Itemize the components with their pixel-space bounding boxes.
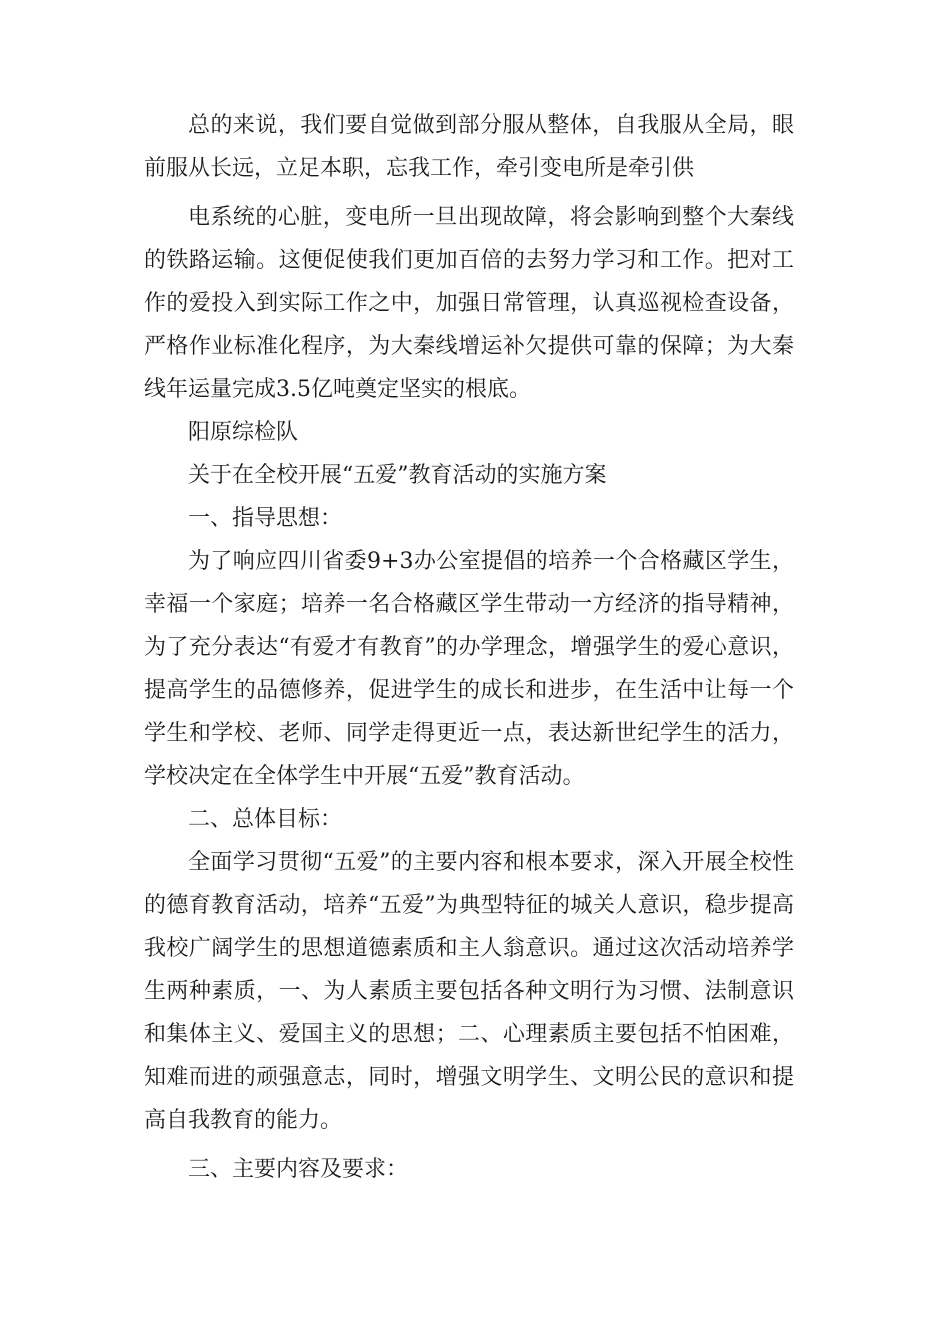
heading-overall-goal: 二、总体目标： (188, 807, 343, 832)
paragraph-overall-goal: 全面学习贯彻“五爱”的主要内容和根本要求，深入开展全校性的德育教育活动，培养“五爱”为典型特征的城关人意识，稳步提高我校广阔学生的思想道德素质和主人翁意识。通过这次活动培养学生两种素质，一、为人素质主要包括各种文明行为习惯、法制意识和集体主义、爱国主义的思想；二、心理素质主要包括不怕困难，知难而进的顽强意志，同时，增强文明学生、文明公民的意识和提高自我教育的能力。 (144, 850, 794, 1133)
heading-main-content: 三、主要内容及要求： (188, 1157, 409, 1182)
paragraph-guiding-ideology: 为了响应四川省委9+3办公室提倡的培养一个合格藏区学生，幸福一个家庭；培养一名合格藏区学生带动一方经济的指导精神，为了充分表达“有爱才有教育”的办学理念，增强学生的爱心意识，提高学生的品德修养，促进学生的成长和进步，在生活中让每一个学生和学校、老师、同学走得更近一点，表达新世纪学生的活力，学校决定在全体学生中开展“五爱”教育活动。 (144, 549, 794, 789)
paragraph-plan-title: 关于在全校开展“五爱”教育活动的实施方案 (188, 463, 607, 488)
heading-guiding-ideology: 一、指导思想： (188, 506, 343, 531)
paragraph-summary: 总的来说，我们要自觉做到部分服从整体，自我服从全局，眼前服从长远，立足本职，忘我工作，牵引变电所是牵引供 (144, 113, 794, 181)
paragraph-signature: 阳原综检队 (188, 420, 299, 445)
document-body (144, 104, 794, 1191)
paragraph-substation: 电系统的心脏，变电所一旦出现故障，将会影响到整个大秦线的铁路运输。这便促使我们更加百倍的去努力学习和工作。把对工作的爱投入到实际工作之中，加强日常管理，认真巡视检查设备，严格作业标准化程序，为大秦线增运补欠提供可靠的保障；为大秦线年运量完成3.5亿吨奠定坚实的根底。 (144, 205, 794, 402)
